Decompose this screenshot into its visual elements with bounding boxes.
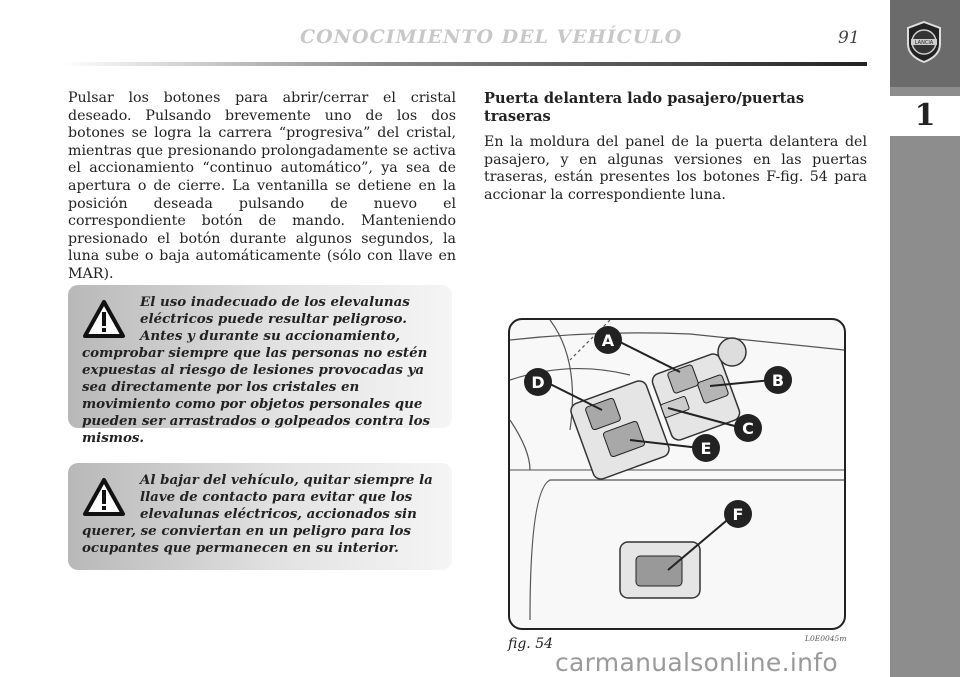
callout-label-c: C xyxy=(742,419,754,438)
window-switch-drawing xyxy=(510,320,844,628)
page-number: 91 xyxy=(838,28,860,48)
section-heading: Puerta delantera lado pasajero/puertas traseras xyxy=(484,90,805,125)
figure-illustration xyxy=(508,318,846,630)
warning-box-2 xyxy=(68,463,452,570)
callout-label-e: E xyxy=(700,439,712,458)
callout-label-b: B xyxy=(771,371,785,390)
warning-triangle-icon xyxy=(82,298,126,342)
running-header-title: CONOCIMIENTO DEL VEHÍCULO xyxy=(300,26,683,48)
figure-code: L0E0045m xyxy=(805,634,847,643)
callout-label-f: F xyxy=(732,505,744,524)
right-column xyxy=(484,90,867,205)
chapter-side-tab xyxy=(890,0,960,677)
chapter-number: 1 xyxy=(890,96,960,136)
warning-text-2: Al bajar del vehículo, quitar siempre la llave de contacto para evitar que los elevalunas eléctricos, accionados sin querer, se conviertan en un peligro para los ocupantes que permanecen en su interior. xyxy=(82,472,433,556)
right-column-paragraph: En la moldura del panel de la puerta delantera del pasajero, y en algunas versiones en las puertas traseras, están presentes los botones F-fig. 54 para accionar la correspondiente luna. xyxy=(484,134,867,203)
watermark-text: carmanualsonline.info xyxy=(555,648,838,677)
warning-text-1: El uso inadecuado de los elevalunas eléctricos puede resultar peligroso. Antes y durante su accionamiento, comprobar siempre que las personas no estén expuestas al riesgo de lesiones provocadas ya sea directamente por los cristales en movimiento como por objetos personales que pueden ser arrastrados o golpeados contra los mismos. xyxy=(82,294,431,446)
warning-box-1 xyxy=(68,285,452,446)
header-rule xyxy=(62,62,867,66)
callout-label-a: A xyxy=(601,331,615,350)
logo-text: LANCIA xyxy=(914,40,934,46)
callout-label-d: D xyxy=(531,373,545,392)
lancia-logo-icon xyxy=(904,20,944,64)
figure-caption: fig. 54 xyxy=(508,636,554,652)
warning-triangle-icon xyxy=(82,476,126,520)
side-tab-top xyxy=(890,0,960,87)
left-column-paragraph: Pulsar los botones para abrir/cerrar el cristal deseado. Pulsando brevemente uno de los dos botones se logra la carrera “progresiva” del cristal, mientras que presionando prolongadamente se activa el accionamiento “continuo automático”, ya sea de apertura o de cierre. La ventanilla se detiene en la posición deseada pulsando de nuevo el correspondiente botón de mando. Manteniendo presionado el botón durante algunos segundos, la luna sube o baja automáticamente (sólo con llave en MAR). xyxy=(68,90,456,282)
